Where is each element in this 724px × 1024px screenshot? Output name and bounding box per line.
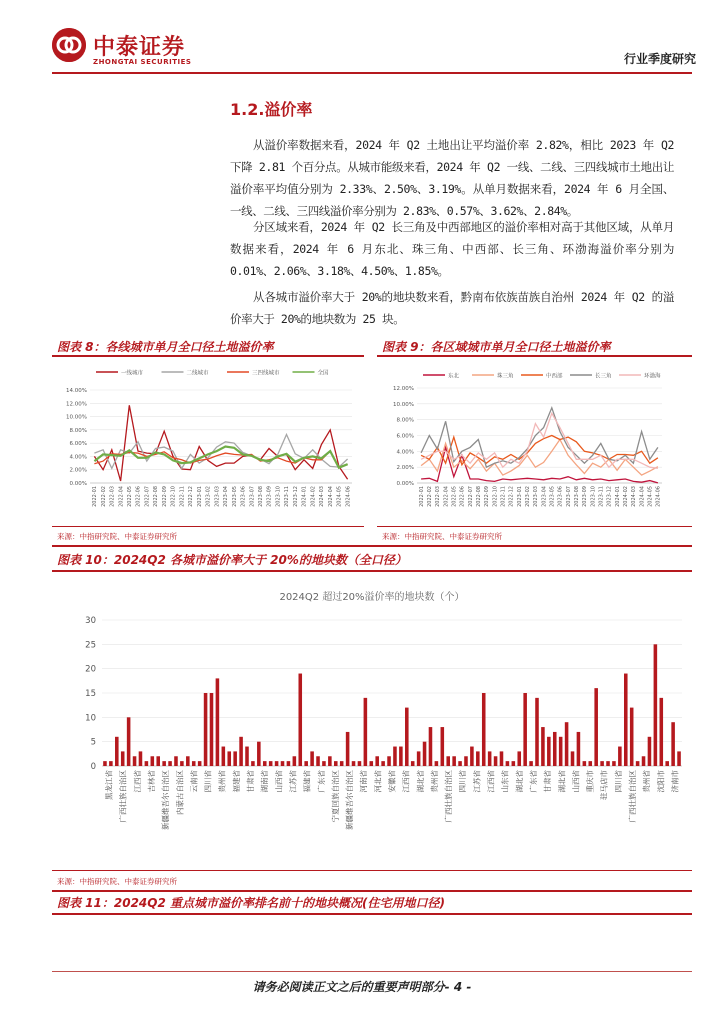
logo-cn-text: 中泰证券 <box>93 35 186 60</box>
y-tick-label: 5 <box>90 737 96 748</box>
bar <box>588 761 592 766</box>
bar <box>287 761 291 766</box>
page-number: - 4 - <box>444 980 472 994</box>
x-tick-label: 广西壮族自治区 <box>118 770 128 823</box>
bar <box>370 761 374 766</box>
y-tick-label: 20 <box>85 664 96 675</box>
bar <box>517 751 521 766</box>
x-tick-label: 新疆维吾尔自治区 <box>345 770 355 830</box>
bar <box>186 756 190 766</box>
x-tick-label: 济南市 <box>670 770 680 793</box>
x-tick-label: 广东省 <box>316 770 326 793</box>
x-tick-label: 2023-06 <box>240 486 247 507</box>
series-line <box>94 435 347 469</box>
x-tick-label: 2023-03 <box>214 486 221 507</box>
bar <box>233 751 237 766</box>
x-tick-label: 2024-03 <box>319 486 326 507</box>
bar <box>310 751 314 766</box>
x-tick-label: 吉林省 <box>147 770 157 793</box>
x-tick-label: 湖北省 <box>415 770 425 793</box>
x-tick-label: 2024-04 <box>327 486 334 507</box>
y-tick-label: 10.00% <box>393 401 414 408</box>
bar <box>476 751 480 766</box>
header-divider <box>52 72 692 74</box>
x-tick-label: 四川省 <box>613 770 623 793</box>
x-tick-label: 2022-10 <box>492 486 499 507</box>
x-tick-label: 四川省 <box>458 770 468 793</box>
bar <box>204 693 208 766</box>
bar <box>334 761 338 766</box>
bar <box>529 761 533 766</box>
fig11-top-rule <box>52 913 692 915</box>
bar <box>269 761 273 766</box>
fig8-top-rule <box>52 355 364 357</box>
bar <box>654 644 658 766</box>
y-tick-label: 15 <box>85 689 96 699</box>
bar <box>512 761 516 766</box>
y-tick-label: 8.00% <box>69 427 87 434</box>
x-tick-label: 2023-12 <box>292 486 299 507</box>
x-tick-label: 2022-06 <box>135 486 142 507</box>
bar <box>328 756 332 766</box>
bar <box>139 751 143 766</box>
x-tick-label: 湖北省 <box>514 770 524 793</box>
x-tick-label: 2022-01 <box>418 486 425 507</box>
bar <box>162 761 166 766</box>
x-tick-label: 2023-02 <box>205 486 212 507</box>
bar <box>565 722 569 766</box>
fig10-chart <box>52 574 692 868</box>
x-tick-label: 2022-02 <box>100 486 107 507</box>
x-tick-label: 2023-09 <box>582 486 589 507</box>
section-title: 1.2.溢价率 <box>230 100 313 119</box>
x-tick-label: 贵州省 <box>217 770 227 793</box>
company-logo-icon <box>52 28 86 62</box>
y-tick-label: 10.00% <box>66 414 87 421</box>
x-tick-label: 沈阳市 <box>656 770 666 793</box>
y-tick-label: 30 <box>85 616 96 626</box>
fig10-bottom-rule <box>52 870 692 871</box>
x-tick-label: 2023-12 <box>606 486 613 507</box>
x-tick-label: 2023-02 <box>524 486 531 507</box>
bar <box>145 761 149 766</box>
bar <box>423 742 427 766</box>
logo-en-text: ZHONGTAI SECURITIES <box>93 58 192 66</box>
bar <box>316 756 320 766</box>
x-tick-label: 山西省 <box>274 770 284 793</box>
x-tick-label: 2022-10 <box>170 486 177 507</box>
fig11-title: 图表 11：2024Q2 重点城市溢价率排名前十的地块概况(住宅用地口径) <box>57 896 445 910</box>
fig9-source: 来源：中指研究院、中泰证券研究所 <box>382 532 502 541</box>
fig10-source: 来源：中指研究院、中泰证券研究所 <box>57 877 177 886</box>
x-tick-label: 湖南省 <box>260 770 270 793</box>
x-tick-label: 江西省 <box>401 770 411 793</box>
x-tick-label: 2022-07 <box>144 486 151 507</box>
bar <box>583 761 587 766</box>
bar <box>109 761 113 766</box>
y-tick-label: 0.00% <box>69 481 87 487</box>
paragraph-1: 从溢价率数据来看，2024 年 Q2 土地出让平均溢价率 2.82%，相比 2023 年 Q2 下降 2.81 个百分点。从城市能级来看，2024 年 Q2 一线、二线、三四线城市土地出让溢价率平均值分别为 2.33%、2.50%、3.19%。从单月数据来看，2024 年 6 月全国、一线、二线、三四线溢价率分别为 2.83%、0.57%、3.62%、2.84%。 <box>230 138 674 218</box>
x-tick-label: 2022-09 <box>161 486 168 507</box>
bar <box>470 747 474 766</box>
bar <box>606 761 610 766</box>
fig10-upper-rule <box>52 545 692 547</box>
x-tick-label: 2022-02 <box>426 486 433 507</box>
bar <box>624 674 628 766</box>
fig9-bottom-rule <box>377 526 692 527</box>
y-tick-label: 2.00% <box>396 465 414 472</box>
bar <box>387 756 391 766</box>
bar <box>636 761 640 766</box>
bar <box>452 756 456 766</box>
x-tick-label: 云南省 <box>189 770 199 793</box>
fig9-chart <box>377 358 692 524</box>
x-tick-label: 广西壮族自治区 <box>444 770 454 823</box>
x-tick-label: 新疆维吾尔自治区 <box>161 770 171 830</box>
x-tick-label: 2023-06 <box>557 486 564 507</box>
bar <box>298 674 302 766</box>
bar <box>577 732 581 766</box>
legend-label: 珠三角 <box>497 373 514 380</box>
y-tick-label: 6.00% <box>69 441 87 448</box>
legend-label: 一线城市 <box>121 370 144 377</box>
bar <box>494 756 498 766</box>
bar <box>358 761 362 766</box>
bar <box>322 761 326 766</box>
x-tick-label: 湖北省 <box>557 770 567 793</box>
bar <box>458 761 462 766</box>
x-tick-label: 2022-03 <box>109 486 116 507</box>
legend-label: 东北 <box>448 373 460 380</box>
x-tick-label: 驻马店市 <box>599 770 609 800</box>
x-tick-label: 2023-09 <box>266 486 273 507</box>
paragraph-3: 从各城市溢价率大于 20%的地块数来看，黔南布依族苗族自治州 2024 年 Q2 的溢价率大于 20%的地块数为 25 块。 <box>230 290 674 326</box>
x-tick-label: 2023-05 <box>549 486 556 507</box>
x-tick-label: 2023-08 <box>573 486 580 507</box>
bar <box>174 756 178 766</box>
legend-label: 中西部 <box>546 373 563 380</box>
x-tick-label: 2023-10 <box>275 486 282 507</box>
bar <box>648 737 652 766</box>
x-tick-label: 2022-05 <box>451 486 458 507</box>
x-tick-label: 2024-05 <box>647 486 654 507</box>
x-tick-label: 福建省 <box>231 770 241 793</box>
footer-text: 请务必阅读正文之后的重要声明部分 <box>252 980 445 994</box>
y-tick-label: 14.00% <box>66 388 87 394</box>
bar <box>275 761 279 766</box>
bar <box>352 761 356 766</box>
bar <box>612 761 616 766</box>
y-tick-label: 0.00% <box>396 481 414 487</box>
bar <box>192 761 196 766</box>
fig8-source: 来源：中指研究院、中泰证券研究所 <box>57 532 177 541</box>
bar <box>571 751 575 766</box>
y-tick-label: 0 <box>90 762 96 772</box>
footer-divider <box>52 971 692 972</box>
x-tick-label: 贵州省 <box>642 770 652 793</box>
bar <box>630 708 634 766</box>
bar <box>168 761 172 766</box>
x-tick-label: 2022-07 <box>467 486 474 507</box>
x-tick-label: 2022-12 <box>508 486 515 507</box>
bar <box>429 727 433 766</box>
bar <box>346 732 350 766</box>
x-tick-label: 2022-08 <box>153 486 160 507</box>
x-tick-label: 山东省 <box>500 770 510 793</box>
bar <box>671 722 675 766</box>
x-tick-label: 2022-04 <box>118 486 125 507</box>
x-tick-label: 广西壮族自治区 <box>627 770 637 823</box>
bar <box>251 761 255 766</box>
x-tick-label: 2022-09 <box>484 486 491 507</box>
x-tick-label: 2023-08 <box>258 486 264 507</box>
bar <box>245 747 249 766</box>
bar <box>293 756 297 766</box>
bar <box>156 756 160 766</box>
x-tick-label: 2023-07 <box>565 486 572 507</box>
x-tick-label: 2023-11 <box>598 486 605 507</box>
x-tick-label: 福建省 <box>302 770 312 793</box>
y-tick-label: 12.00% <box>393 386 414 392</box>
bar <box>618 747 622 766</box>
bar <box>133 756 137 766</box>
x-tick-label: 四川省 <box>203 770 213 793</box>
bar <box>198 761 202 766</box>
fig8-title: 图表 8：各线城市单月全口径土地溢价率 <box>57 340 274 354</box>
x-tick-label: 2024-03 <box>631 486 638 507</box>
x-tick-label: 甘肃省 <box>543 770 553 793</box>
x-tick-label: 2022-06 <box>459 486 466 507</box>
x-tick-label: 2024-04 <box>639 486 646 507</box>
y-tick-label: 6.00% <box>396 433 414 440</box>
x-tick-label: 2024-02 <box>310 486 317 507</box>
bar <box>446 756 450 766</box>
fig9-top-rule <box>377 355 692 357</box>
bar <box>482 693 486 766</box>
x-tick-label: 2024-06 <box>345 486 352 507</box>
x-tick-label: 2023-03 <box>533 486 540 507</box>
bar <box>393 747 397 766</box>
x-tick-label: 2023-07 <box>249 486 256 507</box>
x-tick-label: 2024-06 <box>655 486 662 507</box>
x-tick-label: 2022-04 <box>443 486 450 507</box>
bar <box>216 678 220 766</box>
bar <box>180 761 184 766</box>
x-tick-label: 安徽省 <box>387 770 397 793</box>
report-type: 行业季度研究 <box>623 52 696 66</box>
x-tick-label: 2022-08 <box>475 486 482 507</box>
x-tick-label: 2022-03 <box>435 486 442 507</box>
bar <box>523 693 527 766</box>
series-line <box>421 436 658 465</box>
x-tick-label: 江西省 <box>132 770 142 793</box>
legend-label: 二线城市 <box>186 370 209 377</box>
bar <box>435 761 439 766</box>
x-tick-label: 2024-05 <box>336 486 343 507</box>
bar <box>304 761 308 766</box>
x-tick-label: 江苏省 <box>288 770 298 793</box>
x-tick-label: 2022-11 <box>500 486 507 507</box>
fig8-chart <box>52 358 364 524</box>
bar <box>115 737 119 766</box>
fig11-upper-rule <box>52 890 692 892</box>
bar <box>541 727 545 766</box>
bar <box>594 688 598 766</box>
y-tick-label: 4.00% <box>69 454 87 461</box>
fig9-title: 图表 9：各区域城市单月全口径土地溢价率 <box>382 340 611 354</box>
bar <box>103 761 107 766</box>
x-tick-label: 2022-01 <box>92 486 99 507</box>
bar <box>642 756 646 766</box>
fig10-top-rule <box>52 570 692 572</box>
bar <box>500 751 504 766</box>
y-tick-label: 12.00% <box>66 401 87 408</box>
bar <box>340 761 344 766</box>
bar <box>535 698 539 766</box>
bar <box>127 717 131 766</box>
bar <box>677 751 681 766</box>
legend-label: 长三角 <box>595 373 612 380</box>
x-tick-label: 重庆市 <box>585 770 595 793</box>
x-tick-label: 2023-11 <box>284 486 291 507</box>
bar <box>121 751 125 766</box>
bar <box>375 756 379 766</box>
x-tick-label: 2024-02 <box>622 486 629 507</box>
bar <box>281 761 285 766</box>
bar <box>257 742 261 766</box>
x-tick-label: 内蒙古自治区 <box>175 770 185 815</box>
bar <box>559 737 563 766</box>
bar <box>417 751 421 766</box>
fig8-bottom-rule <box>52 526 364 527</box>
bar <box>381 761 385 766</box>
legend-label: 全国 <box>317 370 329 377</box>
x-tick-label: 江苏省 <box>472 770 482 793</box>
bar <box>547 737 551 766</box>
bar <box>263 761 267 766</box>
x-tick-label: 2023-04 <box>223 486 230 507</box>
x-tick-label: 河南省 <box>359 770 369 793</box>
x-tick-label: 2022-12 <box>188 486 195 507</box>
chart-title: 2024Q2 超过20%溢价率的地块数（个） <box>279 592 465 603</box>
x-tick-label: 河北省 <box>373 770 383 793</box>
bar <box>600 761 604 766</box>
bar <box>464 756 468 766</box>
bar <box>399 747 403 766</box>
x-tick-label: 2023-05 <box>231 486 238 507</box>
bar <box>665 761 669 766</box>
x-tick-label: 甘肃省 <box>246 770 256 793</box>
paragraph-2: 分区域来看，2024 年 Q2 长三角及中西部地区的溢价率相对高于其他区域，从单月数据来看，2024 年 6 月东北、珠三角、中西部、长三角、环渤海溢价率分别为 0.01%、2.06%、3.18%、4.50%、1.85%。 <box>230 220 674 278</box>
y-tick-label: 4.00% <box>396 449 414 456</box>
x-tick-label: 贵州省 <box>429 770 439 793</box>
bar <box>506 761 510 766</box>
y-tick-label: 2.00% <box>69 467 87 474</box>
y-tick-label: 8.00% <box>396 417 414 424</box>
x-tick-label: 宁夏回族自治区 <box>330 770 340 823</box>
bar <box>411 761 415 766</box>
x-tick-label: 2022-11 <box>179 486 186 507</box>
fig10-title: 图表 10：2024Q2 各城市溢价率大于 20%的地块数（全口径） <box>57 553 407 567</box>
bar <box>227 751 231 766</box>
bar <box>239 737 243 766</box>
x-tick-label: 江西省 <box>486 770 496 793</box>
x-tick-label: 广东省 <box>528 770 538 793</box>
x-tick-label: 山西省 <box>571 770 581 793</box>
bar <box>364 698 368 766</box>
x-tick-label: 2022-05 <box>127 486 133 507</box>
x-tick-label: 2023-01 <box>516 486 523 507</box>
y-tick-label: 10 <box>85 713 96 724</box>
bar <box>441 727 445 766</box>
legend-label: 三四线城市 <box>252 370 280 377</box>
y-tick-label: 25 <box>85 640 96 651</box>
bar <box>488 751 492 766</box>
bar <box>660 698 664 766</box>
bar <box>222 747 226 766</box>
x-tick-label: 2023-04 <box>541 486 548 507</box>
x-tick-label: 2024-01 <box>614 486 621 507</box>
legend-label: 环渤海 <box>644 373 661 380</box>
x-tick-label: 黑龙江省 <box>104 770 114 800</box>
bar <box>553 732 557 766</box>
x-tick-label: 2023-01 <box>196 486 203 507</box>
bar <box>210 693 214 766</box>
footer-notice <box>0 978 724 995</box>
bar <box>405 708 409 766</box>
bar <box>151 756 155 766</box>
x-tick-label: 2024-01 <box>301 486 308 507</box>
x-tick-label: 2023-10 <box>590 486 597 507</box>
